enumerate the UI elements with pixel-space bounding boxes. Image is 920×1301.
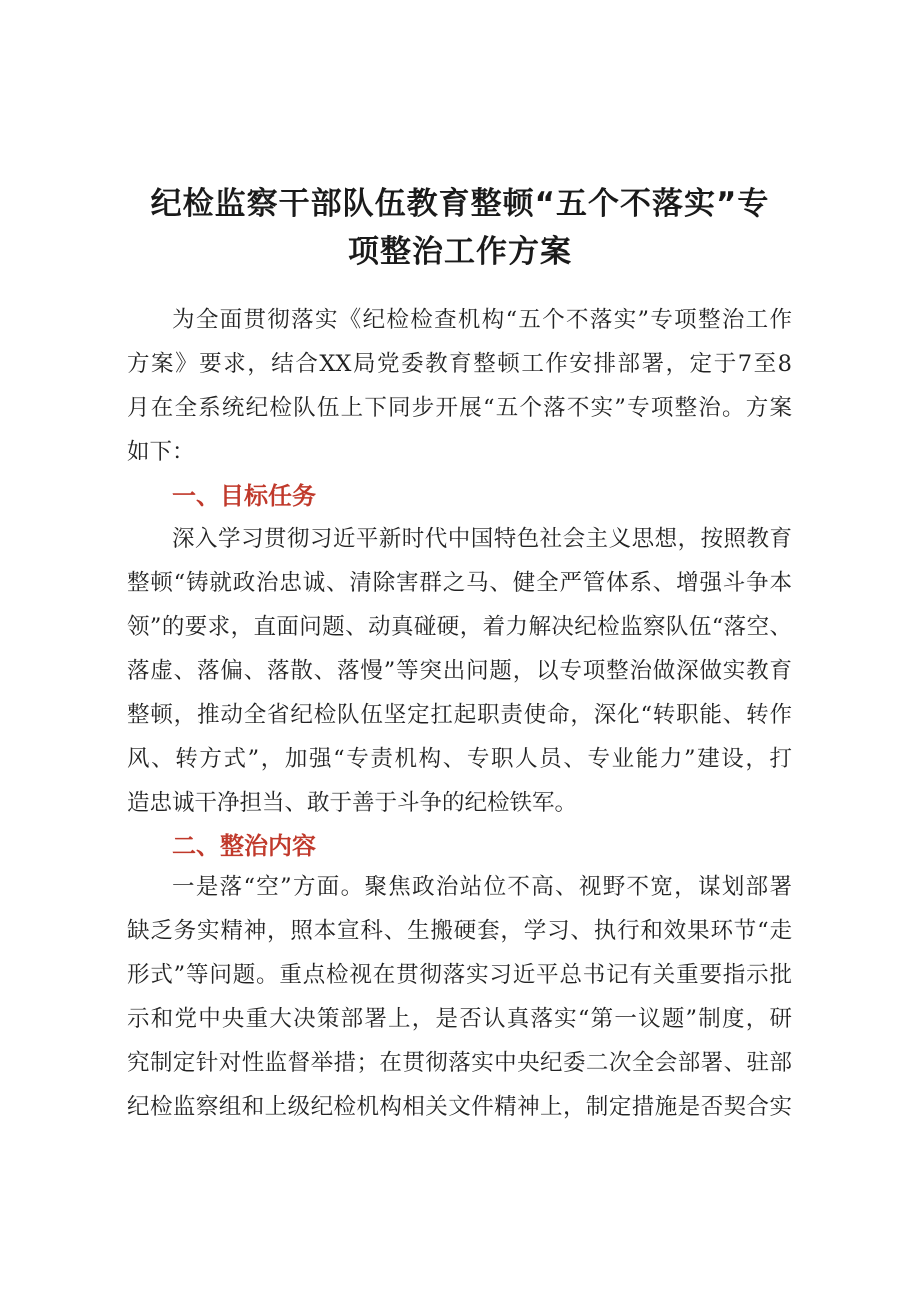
section1-line: 整顿“铸就政治忠诚、清除害群之马、健全严管体系、增强斗争本 [127, 570, 792, 596]
section1-line: 整顿，推动全省纪检队伍坚定扛起职责使命，深化“转职能、转作 [127, 702, 792, 728]
document-title-line-1: 纪检监察干部队伍教育整顿“五个不落实”专 [150, 186, 770, 222]
section2-line: 究制定针对性监督举措；在贯彻落实中央纪委二次全会部署、驻部 [127, 1050, 792, 1076]
section2-line: 一是落“空”方面。聚焦政治站位不高、视野不宽，谋划部署 [172, 874, 792, 900]
intro-line: 月在全系统纪检队伍上下同步开展“五个落不实”专项整治。方案 [127, 395, 792, 421]
section2-line: 缺乏务实精神，照本宣科、生搬硬套，学习、执行和效果环节“走 [127, 918, 792, 944]
section1-line: 造忠诚干净担当、敢于善于斗争的纪检铁军。 [127, 790, 578, 816]
section-heading-content: 二、整治内容 [172, 832, 316, 860]
section1-line: 领”的要求，直面问题、动真碰硬，着力解决纪检监察队伍“落空、 [127, 614, 792, 640]
section2-line: 纪检监察组和上级纪检机构相关文件精神上，制定措施是否契合实 [127, 1094, 792, 1120]
section1-line: 风、转方式”，加强“专责机构、专职人员、专业能力”建设，打 [127, 746, 792, 772]
section1-line: 深入学习贯彻习近平新时代中国特色社会主义思想，按照教育 [172, 526, 792, 552]
section2-line: 形式”等问题。重点检视在贯彻落实习近平总书记有关重要指示批 [127, 962, 792, 988]
intro-line: 为全面贯彻落实《纪检检查机构“五个不落实”专项整治工作 [172, 307, 792, 333]
document-title-line-2: 项整治工作方案 [348, 234, 572, 270]
section2-line: 示和党中央重大决策部署上，是否认真落实“第一议题”制度，研 [127, 1006, 792, 1032]
intro-line: 如下： [127, 439, 195, 465]
section-heading-goals: 一、目标任务 [172, 482, 316, 510]
intro-line: 方案》要求，结合XX局党委教育整顿工作安排部署，定于7至8 [127, 351, 792, 377]
section1-line: 落虚、落偏、落散、落慢”等突出问题，以专项整治做深做实教育 [127, 658, 792, 684]
